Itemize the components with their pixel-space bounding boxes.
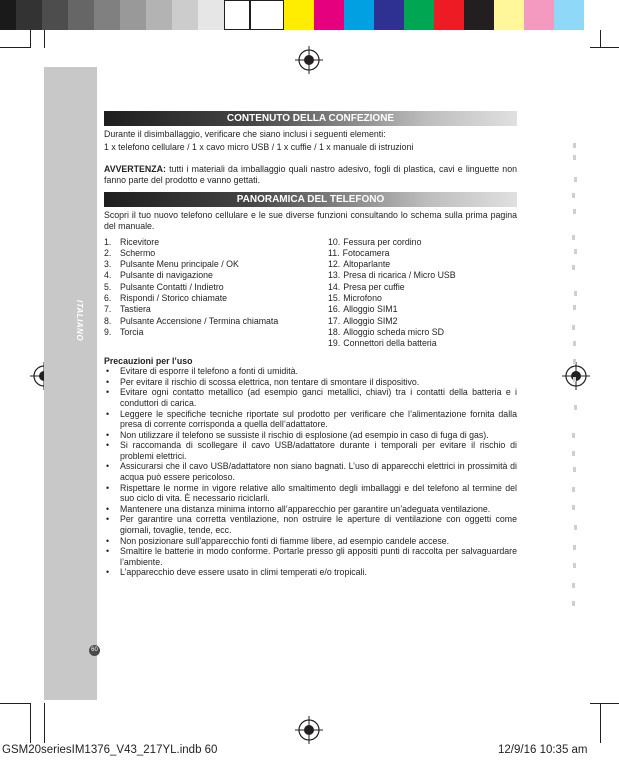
precaution-item [104,409,517,430]
parts-list-item [328,237,517,248]
color-swatch [172,0,198,30]
bleed-mark [573,305,576,310]
warning-text: tutti i materiali da imballaggio quali nastro adesivo, fogli di plastica, cavi e linguette non fanno parte del prodotto e vanno gettati. [104,164,517,185]
bleed-mark [574,405,577,410]
precaution-item [104,387,517,408]
parts-list-item [328,259,517,270]
bleed-mark [572,451,575,456]
bullet-icon: • [106,546,110,557]
item-label: Pulsante Contatti / Indietro [120,281,224,292]
bullet-icon: • [106,376,110,387]
precaution-text: L’apparecchio deve essere usato in climi temperati e/o tropicali. [120,567,367,578]
precautions-list [104,366,517,578]
item-number: 16. [328,304,341,315]
bullet-icon: • [106,514,110,525]
color-swatch [198,0,224,30]
precaution-item [104,567,517,578]
item-label: Alloggio SIM2 [343,315,398,326]
bleed-mark [572,325,575,330]
bleed-through-marks [572,115,578,615]
parts-list-item [104,304,328,315]
parts-list-right [328,237,517,350]
item-label: Fessura per cordino [343,236,422,247]
warning-paragraph [104,164,517,185]
crop-mark [44,30,45,48]
bleed-mark [572,505,575,510]
parts-list-item [328,270,517,281]
parts-list-item [328,248,517,259]
item-label: Pulsante Accensione / Termina chiamata [120,315,279,326]
parts-list-item [104,237,328,248]
bleed-mark [572,433,575,438]
color-swatch [524,0,554,30]
item-label: Schermo [120,247,156,258]
color-swatch [344,0,374,30]
bullet-icon: • [106,461,110,472]
item-label: Pulsante di navigazione [120,270,213,281]
bleed-mark [573,545,576,550]
color-swatch [250,0,284,30]
bleed-mark [572,583,575,588]
color-swatch [94,0,120,30]
precautions-title: Precauzioni per l’uso [104,355,193,366]
language-tab-label: ITALIANO [75,300,84,342]
item-number: 11. [328,247,340,258]
item-number: 17. [328,315,341,326]
parts-list-item [328,282,517,293]
color-swatch [68,0,94,30]
precaution-item [104,504,517,515]
bleed-mark [572,487,575,492]
bleed-mark [574,525,577,530]
item-label: Tastiera [120,304,151,315]
parts-list-item [104,259,328,270]
registration-mark-icon [295,46,323,74]
precaution-text: Assicurarsi che il cavo USB/adattatore non siano bagnati. L’uso di apparecchi elettrici in prossimità di acqua può essere pericoloso. [120,461,517,483]
item-label: Alloggio scheda micro SD [343,326,444,337]
color-swatch [284,0,314,30]
bleed-mark [573,359,576,364]
section-title: PANORAMICA DEL TELEFONO [236,194,385,206]
warning-label: AVVERTENZA: [104,164,166,175]
bullet-icon: • [106,482,110,493]
item-label: Alloggio SIM1 [343,304,398,315]
item-number: 6. [104,293,112,304]
bullet-icon: • [106,408,110,419]
parts-list-item [104,327,328,338]
parts-list-item [328,304,517,315]
color-swatch [16,0,42,30]
bleed-mark [574,249,577,254]
registration-mark-icon [295,716,323,744]
precaution-text: Leggere le specifiche tecniche riportate sul prodotto per verificare che l’alimentazione fornita dalla presa di corrente corrisponda a quella dell’adattatore. [120,408,517,430]
color-swatch [554,0,584,30]
parts-list-item [104,293,328,304]
bleed-mark [574,177,577,182]
section-header-overview [104,191,517,207]
color-swatch [224,0,250,30]
item-label: Microfono [343,293,382,304]
item-number: 14. [328,281,341,292]
item-number: 1. [104,236,112,247]
precaution-text: Rispettare le norme in vigore relative allo smaltimento degli imballaggi e del telefono al termine del suo ciclo di vita. È necessario riciclarli. [120,482,517,504]
color-swatch [404,0,434,30]
crop-mark [0,703,30,704]
item-number: 9. [104,326,112,337]
bullet-icon: • [106,387,110,398]
parts-list-item [328,293,517,304]
item-number: 15. [328,293,341,304]
bleed-mark [573,143,576,148]
color-swatch [42,0,68,30]
bullet-icon: • [106,567,110,578]
item-label: Presa di ricarica / Micro USB [343,270,456,281]
precaution-text: Si raccomanda di scollegare il cavo USB/adattatore durante i temporali per evitare il rischio di problemi elettrici. [120,440,517,461]
bleed-mark [574,291,577,296]
bullet-icon: • [106,366,110,377]
precaution-item [104,430,517,441]
crop-mark [30,703,31,743]
crop-mark [600,703,601,743]
section-header-contents [104,110,517,126]
contents-items: 1 x telefono cellulare / 1 x cavo micro USB / 1 x cuffie / 1 x manuale di istruzioni [104,141,414,152]
item-number: 7. [104,304,112,315]
item-label: Altoparlante [343,259,391,270]
item-label: Ricevitore [120,236,160,247]
precaution-text: Non posizionare sull’apparecchio fonti di fiamme libere, ad esempio candele accese. [120,535,450,546]
precaution-item [104,440,517,461]
precaution-text: Per garantire una corretta ventilazione, non ostruire le aperture di ventilazione con oggetti come giornali, tovaglie, tende, ecc. [120,514,517,536]
parts-list-item [104,316,328,327]
item-number: 10. [328,236,341,247]
precaution-item [104,483,517,504]
item-number: 19. [328,338,341,349]
precaution-text: Evitare ogni contatto metallico (ad esempio ganci metallici, chiavi) tra i contatti della batteria e i conduttori di carica. [120,387,517,408]
crop-mark [0,47,30,48]
crop-mark [30,30,31,48]
bleed-mark [573,155,576,160]
item-number: 3. [104,259,112,270]
color-swatch [494,0,524,30]
bleed-mark [572,601,575,606]
item-label: Fotocamera [342,247,390,258]
color-swatch [146,0,172,30]
precaution-text: Mantenere una distanza minima intorno all’apparecchio per garantire un’adeguata ventilazione. [120,503,491,514]
side-tab-strip [44,67,97,700]
item-number: 5. [104,281,112,292]
parts-list-item [104,248,328,259]
color-calibration-bar [0,0,619,30]
parts-list [104,237,517,350]
item-label: Connettori della batteria [343,338,437,349]
item-number: 8. [104,315,112,326]
precaution-item [104,514,517,535]
precaution-text: Evitare di esporre il telefono a fonti di umidità. [120,366,298,377]
bleed-mark [573,467,576,472]
footer-date: 12/9/16 10:35 am [498,744,588,756]
parts-list-left [104,237,328,350]
item-label: Presa per cuffie [343,281,405,292]
color-swatch [464,0,494,30]
bleed-mark [573,563,576,568]
item-number: 2. [104,247,112,258]
parts-list-item [104,282,328,293]
color-swatch [434,0,464,30]
precaution-text: Smaltire le batterie in modo conforme. Portarle presso gli appositi punti di raccolta per salvaguardare l’ambiente. [120,546,517,567]
parts-list-item [328,327,517,338]
manual-page-content [104,110,517,578]
crop-mark [44,703,45,743]
page-number: 60 [89,645,100,656]
crop-mark [600,30,601,48]
color-swatch [314,0,344,30]
color-swatch [374,0,404,30]
item-number: 12. [328,259,341,270]
parts-list-item [328,338,517,349]
bleed-mark [573,209,576,214]
bullet-icon: • [106,535,110,546]
item-label: Pulsante Menu principale / OK [120,259,239,270]
bleed-mark [573,377,576,382]
item-number: 13. [328,270,341,281]
precaution-item [104,366,517,377]
color-swatch [120,0,146,30]
section-title: CONTENUTO DELLA CONFEZIONE [226,113,395,124]
precaution-item [104,461,517,482]
color-swatch [0,0,16,30]
bleed-mark [573,341,576,346]
crop-mark [590,47,619,48]
bullet-icon: • [106,429,110,440]
contents-intro: Durante il disimballaggio, verificare che siano inclusi i seguenti elementi: [104,129,386,139]
parts-list-item [104,270,328,281]
precaution-text: Non utilizzare il telefono se sussiste il rischio di esplosione (ad esempio in caso di fuga di gas). [120,429,489,440]
bullet-icon: • [106,503,110,514]
bleed-mark [572,235,575,240]
bleed-mark [572,265,575,270]
precaution-item [104,536,517,547]
parts-list-item [328,316,517,327]
bleed-mark [572,193,575,198]
item-label: Rispondi / Storico chiamate [120,293,228,304]
precaution-item [104,377,517,388]
bullet-icon: • [106,440,110,451]
item-number: 18. [328,326,341,337]
footer-file-name: GSM20seriesIM1376_V43_217YL.indb 60 [2,744,218,756]
overview-intro: Scopri il tuo nuovo telefono cellulare e le sue diverse funzioni consultando lo schema sulla prima pagina del manuale. [104,210,517,231]
item-number: 4. [104,270,112,281]
precaution-item [104,546,517,567]
precaution-text: Per evitare il rischio di scossa elettrica, non tentare di smontare il dispositivo. [120,376,420,387]
crop-mark [590,703,619,704]
item-label: Torcia [120,326,144,337]
